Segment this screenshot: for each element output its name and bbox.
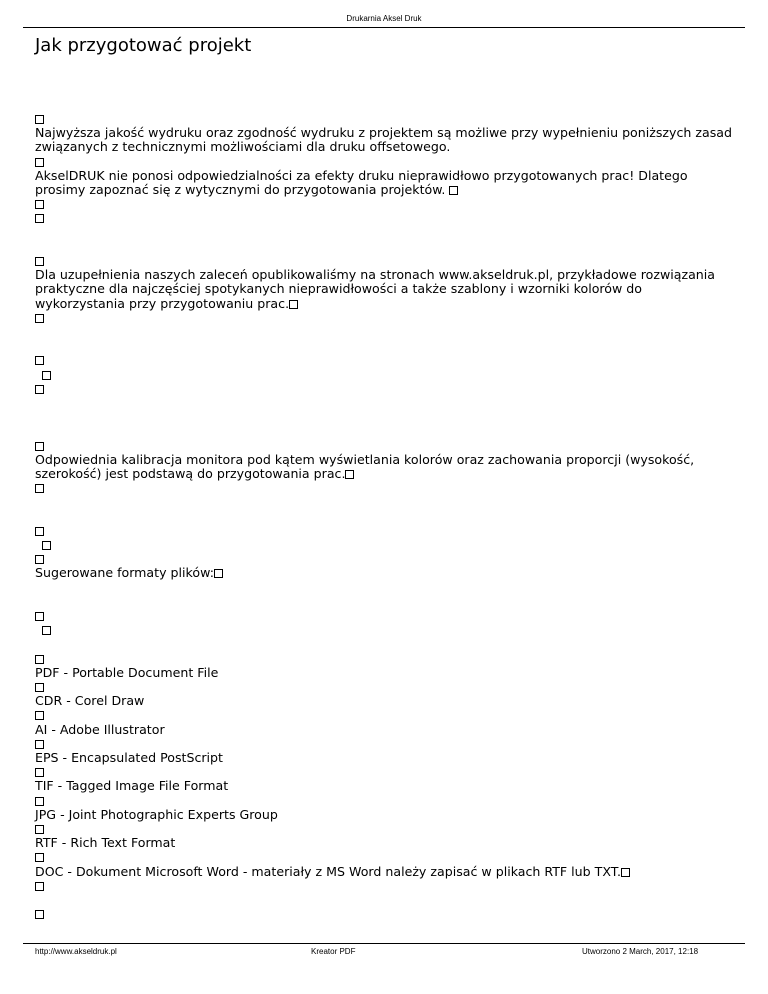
paragraph-calibration: Odpowiednia kalibracja monitora pod kątem wyświetlania kolorów oraz zachowania proporcji (wysokość, szerokość) jest podstawą do przygotowania prac.: [35, 451, 695, 482]
missing-glyph-icon: [345, 470, 354, 479]
missing-glyph-icon: [35, 385, 44, 394]
missing-glyph-icon: [621, 868, 630, 877]
missing-glyph-icon: [35, 214, 44, 223]
missing-glyph-icon: [35, 797, 44, 806]
page-title: Jak przygotować projekt: [35, 35, 252, 56]
formats-list: [35, 652, 735, 893]
formats-heading: Sugerowane formaty plików:: [35, 566, 735, 580]
missing-glyph-icon: [35, 825, 44, 834]
format-item: TIF - Tagged Image File Format: [35, 778, 229, 794]
missing-glyph-icon: [35, 711, 44, 720]
footer-generator: Kreator PDF: [311, 947, 356, 956]
document-body: [35, 112, 735, 921]
footer-created-date: Utworzono 2 March, 2017, 12:18: [582, 947, 699, 956]
format-item: EPS - Encapsulated PostScript: [35, 750, 223, 766]
missing-glyph-icon: [35, 555, 44, 564]
missing-glyph-icon: [35, 115, 44, 124]
missing-glyph-icon: [289, 300, 298, 309]
missing-glyph-icon: [35, 158, 44, 167]
footer-divider: [23, 943, 745, 944]
missing-glyph-icon: [42, 371, 51, 380]
missing-glyph-icon: [35, 882, 44, 891]
missing-glyph-icon: [35, 527, 44, 536]
missing-glyph-icon: [35, 740, 44, 749]
format-item: DOC - Dokument Microsoft Word - materiały z MS Word należy zapisać w plikach RTF lub TXT.: [35, 865, 735, 879]
missing-glyph-icon: [35, 257, 44, 266]
missing-glyph-icon: [35, 356, 44, 365]
format-item: RTF - Rich Text Format: [35, 835, 176, 851]
page-header: Drukarnia Aksel Druk: [346, 14, 422, 23]
format-item: AI - Adobe Illustrator: [35, 721, 165, 737]
missing-glyph-icon: [42, 541, 51, 550]
missing-glyph-icon: [35, 655, 44, 664]
missing-glyph-icon: [35, 768, 44, 777]
missing-glyph-icon: [35, 484, 44, 493]
missing-glyph-icon: [214, 569, 223, 578]
format-item: CDR - Corel Draw: [35, 693, 145, 709]
paragraph-responsibility: AkselDRUK nie ponosi odpowiedzialności za efekty druku nieprawidłowo przygotowanych prac! Dlatego prosimy zapoznać się z wytycznymi do przygotowania projektów.: [35, 167, 688, 198]
paragraph-quality: Najwyższa jakość wydruku oraz zgodność wydruku z projektem są możliwe przy wypełnieniu poniższych zasad związanych z technicznymi możliwościami dla druku offsetowego.: [35, 125, 732, 155]
missing-glyph-icon: [35, 853, 44, 862]
missing-glyph-icon: [42, 626, 51, 635]
missing-glyph-icon: [35, 683, 44, 692]
format-item: JPG - Joint Photographic Experts Group: [35, 806, 278, 822]
missing-glyph-icon: [35, 200, 44, 209]
missing-glyph-icon: [35, 910, 44, 919]
footer-url[interactable]: http://www.akseldruk.pl: [35, 947, 117, 956]
paragraph-templates: Dla uzupełnienia naszych zaleceń opublikowaliśmy na stronach www.akseldruk.pl, przykładowe rozwiązania praktyczne dla najczęściej spotykanych nieprawidłowości a także szablony i wzorniki kolorów do wykorzystania przy przygotowaniu prac.: [35, 267, 715, 311]
missing-glyph-icon: [35, 442, 44, 451]
header-divider: [23, 27, 745, 28]
missing-glyph-icon: [35, 314, 44, 323]
missing-glyph-icon: [35, 612, 44, 621]
missing-glyph-icon: [449, 186, 458, 195]
format-item: PDF - Portable Document File: [35, 664, 219, 680]
